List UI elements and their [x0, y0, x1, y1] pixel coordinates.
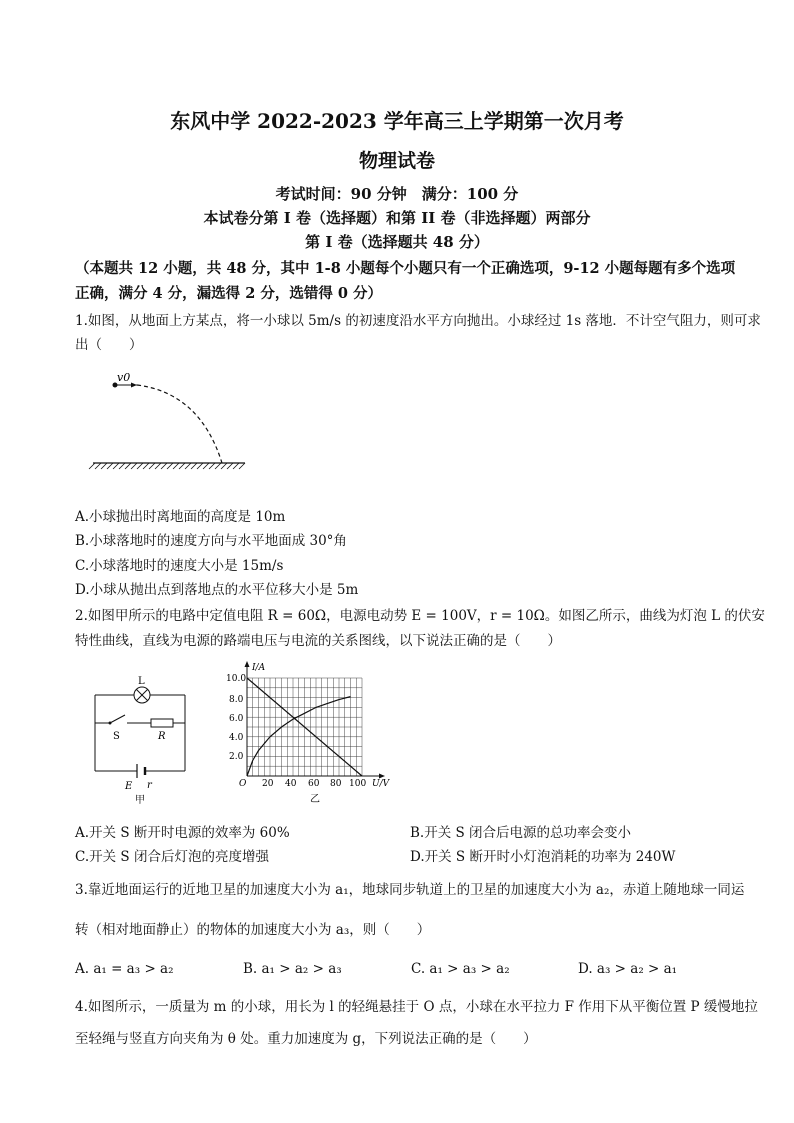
- x-tick-80: 80: [330, 779, 342, 789]
- emf-label: E: [125, 781, 133, 792]
- q2-iu-graph: [222, 658, 402, 806]
- q3-option-c: C. a₁ > a₃ > a₂: [411, 961, 510, 977]
- q4-stem-line2: 至轻绳与竖直方向夹角为 θ 处。重力加速度为 g，下列说法正确的是（ ）: [75, 1031, 537, 1047]
- resistor-icon: [151, 719, 173, 727]
- q2-option-a: A.开关 S 断开时电源的效率为 60%: [75, 825, 290, 841]
- exam-subject: 物理试卷: [358, 150, 435, 172]
- q2-option-c: C.开关 S 闭合后灯泡的亮度增强: [75, 849, 269, 865]
- q1-stem-line2: 出（ ）: [75, 337, 143, 353]
- instructions-line2: 正确，满分 4 分，漏选得 2 分，选错得 0 分）: [75, 285, 383, 302]
- y-tick-2: 2.0: [229, 752, 244, 762]
- q2-stem-line1: 2.如图甲所示的电路中定值电阻 R = 60Ω，电源电动势 E = 100V，r = 10Ω。如图乙所示，曲线为灯泡 L 的伏安: [75, 608, 765, 624]
- x-tick-100: 100: [349, 779, 367, 789]
- q3-option-a: A. a₁ = a₃ > a₂: [75, 961, 174, 977]
- internal-resistance-label: r: [147, 780, 152, 791]
- y-tick-10: 10.0: [226, 674, 247, 684]
- q2-stem-line2: 特性曲线，直线为电源的路端电压与电流的关系图线，以下说法正确的是（ ）: [75, 633, 561, 649]
- q1-projectile-figure: [85, 365, 255, 475]
- q3-option-d: D. a₃ > a₂ > a₁: [578, 961, 678, 977]
- instructions-line1: （本题共 12 小题，共 48 分，其中 1-8 小题每个小题只有一个正确选项，9-12 小题每题有多个选项: [75, 260, 736, 277]
- x-tick-40: 40: [285, 779, 297, 789]
- circuit-caption: 甲: [135, 795, 145, 805]
- q2-option-d: D.开关 S 断开时小灯泡消耗的功率为 240W: [410, 849, 676, 865]
- q2-option-b: B.开关 S 闭合后电源的总功率会变小: [410, 825, 632, 841]
- q3-stem-line1: 3.靠近地面运行的近地卫星的加速度大小为 a₁，地球同步轨道上的卫星的加速度大小为 a₂，赤道上随地球一同运: [75, 882, 745, 898]
- q1-option-d: D.小球从抛出点到落地点的水平位移大小是 5m: [75, 582, 359, 598]
- exam-structure: 本试卷分第 I 卷（选择题）和第 II 卷（非选择题）两部分: [203, 209, 591, 227]
- q1-v0-label: v0: [117, 371, 131, 384]
- y-tick-8: 8.0: [229, 695, 244, 705]
- x-tick-60: 60: [308, 779, 320, 789]
- q1-stem-line1: 1.如图，从地面上方某点，将一小球以 5m/s 的初速度沿水平方向抛出。小球经过 1s 落地．不计空气阻力，则可求: [75, 313, 761, 329]
- q1-trajectory: [137, 385, 222, 463]
- q4-stem-line1: 4.如图所示，一质量为 m 的小球，用长为 l 的轻绳悬挂于 O 点，小球在水平拉力 F 作用下从平衡位置 P 缓慢地拉: [75, 999, 758, 1015]
- graph-y-label: I/A: [252, 663, 266, 673]
- lamp-label: L: [138, 676, 145, 687]
- q1-option-a: A.小球抛出时离地面的高度是 10m: [75, 509, 286, 525]
- graph-x-label: U/V: [372, 779, 390, 789]
- q1-ground-hatch: [89, 463, 245, 469]
- q3-stem-line2: 转（相对地面静止）的物体的加速度大小为 a₃，则（ ）: [75, 922, 431, 938]
- q2-circuit-diagram: [85, 675, 205, 805]
- resistor-label: R: [158, 731, 166, 742]
- q1-option-c: C.小球落地时的速度大小是 15m/s: [75, 558, 284, 574]
- q1-ball: [113, 383, 118, 388]
- graph-caption: 乙: [310, 794, 320, 805]
- switch-icon: [110, 715, 125, 723]
- q3-option-b: B. a₁ > a₂ > a₃: [243, 961, 342, 977]
- q1-option-b: B.小球落地时的速度方向与水平地面成 30°角: [75, 533, 347, 549]
- exam-title: 东风中学 2022-2023 学年高三上学期第一次月考: [170, 109, 624, 133]
- switch-label: S: [113, 731, 120, 742]
- y-tick-4: 4.0: [229, 733, 244, 743]
- graph-origin: O: [239, 779, 247, 789]
- section-title: 第 I 卷（选择题共 48 分）: [305, 233, 489, 251]
- x-tick-20: 20: [262, 779, 274, 789]
- y-tick-6: 6.0: [229, 714, 244, 724]
- exam-time-score: 考试时间：90 分钟 满分：100 分: [275, 185, 519, 203]
